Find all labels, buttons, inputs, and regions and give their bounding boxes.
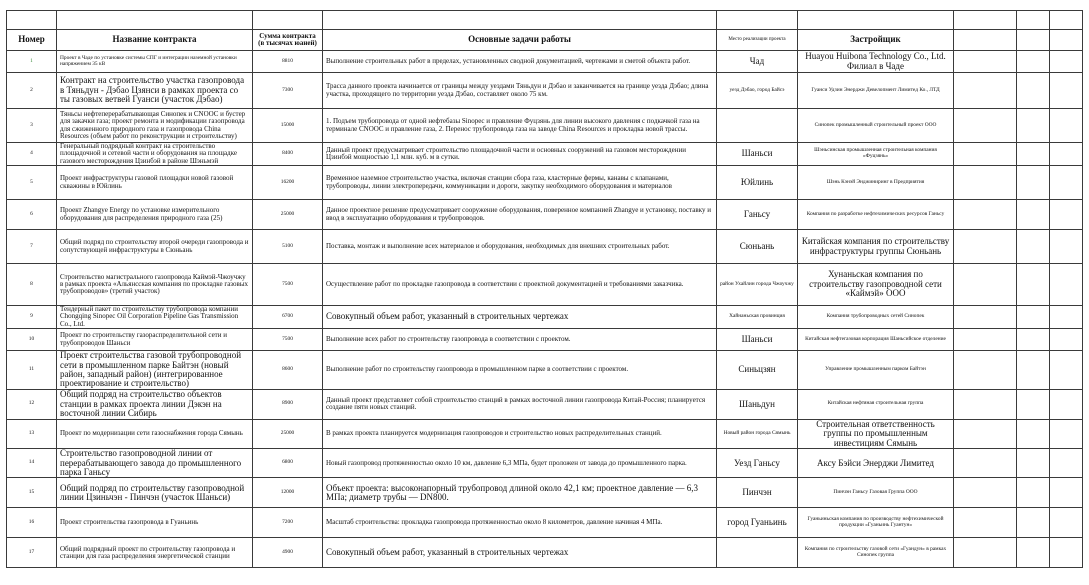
empty-cell [1017,389,1050,419]
project-location: Хайнаньская провинция [717,306,798,329]
empty-cell [1017,508,1050,538]
empty-cell [1050,200,1083,230]
empty-cell [954,329,1017,351]
empty-cell [954,306,1017,329]
empty-cell [1017,166,1050,200]
empty-cell [954,478,1017,508]
project-location: район Ухайлин города Чжоучжу [717,264,798,306]
project-location: Шаньси [717,329,798,351]
contract-amount: 6700 [253,306,323,329]
contract-name: Строительство газопроводной линии от перерабатывающего завода до промышленного парка Ганьсу [57,449,253,478]
empty-cell [1050,11,1083,30]
empty-cell [1050,306,1083,329]
empty-cell [1050,389,1083,419]
work-tasks: 1. Подъем трубопровода от одной нефтебазы Sinopec и правление Фуцзянь для линии высокого давления с подкачкой газа на терминале CNOOC и правление газа, 2. Перенос трубопровода газа на заводе China Resources и прокладка новой трассы. [323,109,717,143]
work-tasks: Данное проектное решение предусматривает сооружение оборудования, поверенное компанией Zhangye и установку, поставку и ввод в эксплуатацию оборудования и трубопроводов. [323,200,717,230]
contract-name: Строительство магистрального газопровода Каймэй-Чжоучжу в рамках проекта «Альянсская компания по прокладке газовых трубопроводов» (третий участок) [57,264,253,306]
header-tasks: Основные задачи работы [323,30,717,51]
project-location: Уезд Ганьсу [717,449,798,478]
contract-name: Общий подрядный проект по строительству газопровода и станции для газа распределения энергетической станции [57,538,253,568]
work-tasks: Выполнение строительных работ в пределах, установленных сводной документацией, чертежами и сметой объекта работ. [323,51,717,73]
empty-cell [1050,329,1083,351]
contract-name: Проект строительства газопровода в Гуаньинь [57,508,253,538]
empty-cell [954,166,1017,200]
table-body [7,51,1083,568]
contract-amount: 15000 [253,109,323,143]
table-row [7,389,1083,419]
empty-cell [1050,264,1083,306]
work-tasks: Данный проект представляет собой строительство станций в рамках восточной линии газопровода Китай-Россия; планируется создание пяти новых станций. [323,389,717,419]
empty-cell [1017,143,1050,166]
empty-cell [1050,478,1083,508]
contractor-name: Компания по разработке нефтехимических ресурсов Ганьсу [798,200,954,230]
contract-amount: 6800 [253,449,323,478]
contract-amount: 5100 [253,230,323,264]
header-amount: Сумма контракта (в тысячах юаней) [253,30,323,51]
row-number: 8 [7,264,57,306]
empty-cell [954,51,1017,73]
row-number: 17 [7,538,57,568]
row-number: 14 [7,449,57,478]
work-tasks: Совокупный объем работ, указанный в строительных чертежах [323,306,717,329]
contract-name: Тендерный пакет по строительству трубопровода компании Chongqing Sinopec Oil Corporation Pipeline Gas Transmission Co., Ltd. [57,306,253,329]
work-tasks: В рамках проекта планируется модернизация газопроводов и строительство новых распределительных станций. [323,419,717,448]
contract-name: Проект строительства газовой трубопроводной сети в промышленном парке Байтэн (новый район, западный район) (интегрированное проектирование и строительство) [57,351,253,390]
contract-name: Общий подряд на строительство объектов станции в рамках проекта линии Дэкэн на восточной линии Сибирь [57,389,253,419]
empty-cell [1050,449,1083,478]
empty-cell [954,230,1017,264]
header-location: Место реализации проекта [717,30,798,51]
empty-cell [1017,449,1050,478]
contractor-name: Китайская компания по строительству инфраструктуры группы Сюньань [798,230,954,264]
contract-amount: 4900 [253,538,323,568]
row-number: 15 [7,478,57,508]
empty-cell [1017,51,1050,73]
row-number: 2 [7,73,57,109]
contract-name: Общий подряд по строительству второй очереди газопровода и сопутствующей инфраструктуры в Сюньань [57,230,253,264]
work-tasks: Выполнение работ по строительству газопровода в промышленном парке в соответствии с проектом. [323,351,717,390]
contract-name: Контракт на строительство участка газопровода в Тяньдун - Дэбао Цзянси в рамках проекта со ты газовых ветвей Гуанси (участок Дэбао) [57,73,253,109]
header-number: Номер [7,30,57,51]
project-location: Пинчэн [717,478,798,508]
row-number: 4 [7,143,57,166]
work-tasks: Объект проекта: высоконапорный трубопровод длиной около 42,1 км; проектное давление — 6,3 МПа; диаметр трубы — DN800. [323,478,717,508]
work-tasks: Трасса данного проекта начинается от границы между уездами Тяньдун и Дэбао и заканчивается на границе уезда Дэбао; длина участка, проходящего по территории уезда Дэбао, составляет около 75 км. [323,73,717,109]
empty-cell [717,11,798,30]
empty-cell [1050,30,1083,51]
table-row [7,538,1083,568]
row-number: 1 [7,51,57,73]
work-tasks: Новый газопровод протяженностью около 10 км, давление 6,3 МПа, будет проложен от завода до промышленного парка. [323,449,717,478]
contract-amount: 8810 [253,51,323,73]
contract-name: Тяньсы нефтеперерабатывающая Синопек и CNOOC и бустер для закачки газа; проект ремонта и модификации газопровода для сжиженного природного газа и газопровода China Resources (объем работ по реконструкции и строительству) [57,109,253,143]
empty-cell [798,11,954,30]
row-number: 5 [7,166,57,200]
contract-name: Проект инфраструктуры газовой площадки новой газовой скважины в Юйлинь [57,166,253,200]
empty-cell [954,538,1017,568]
contractor-name: Гуаньиньская компания по производству нефтехимической продукции «Гуаньинь Гуантун» [798,508,954,538]
table-row [7,306,1083,329]
project-location: уезд Дэбао, город Байсэ [717,73,798,109]
table-row [7,508,1083,538]
contract-amount: 8400 [253,143,323,166]
empty-cell [954,264,1017,306]
table-row [7,478,1083,508]
row-number: 13 [7,419,57,448]
contractor-name: Китайская нефтегазовая корпорация Шаньсийское отделение [798,329,954,351]
project-location: город Гуаньинь [717,508,798,538]
contractor-name: Хунаньская компания по строительству газопроводной сети «Каймэй» ООО [798,264,954,306]
contractor-name: Компания по строительству газовой сети «Гуандун» в рамках Синопек группа [798,538,954,568]
table-row [7,200,1083,230]
empty-cell [954,73,1017,109]
empty-cell [954,419,1017,448]
header-contractor: Застройщик [798,30,954,51]
project-location: Ганьсу [717,200,798,230]
contractor-name: Huayou Huibona Technology Co., Ltd. Филиал в Чаде [798,51,954,73]
empty-cell [323,11,717,30]
work-tasks: Осуществление работ по прокладке газопровода в соответствии с проектной документацией и требованиями заказчика. [323,264,717,306]
empty-cell [1017,419,1050,448]
contract-amount: 7200 [253,508,323,538]
empty-cell [1017,264,1050,306]
empty-cell [954,30,1017,51]
empty-cell [1050,508,1083,538]
row-number: 9 [7,306,57,329]
row-number: 6 [7,200,57,230]
empty-cell [1050,51,1083,73]
project-location: Шаньси [717,143,798,166]
table-row [7,419,1083,448]
contract-name: Общий подряд по строительству газопроводной линии Цзиньчэн - Пинчэн (участок Шаньси) [57,478,253,508]
row-number: 16 [7,508,57,538]
table-row [7,73,1083,109]
project-location: Сюньань [717,230,798,264]
contract-amount: 12000 [253,478,323,508]
row-number: 12 [7,389,57,419]
work-tasks: Временное наземное строительство участка, включая станции сбора газа, кластерные фермы, канавы с клапанами, трубопроводы, линии электропередачи, коммуникации и дороги, закупку необходимого оборудования и материалов [323,166,717,200]
empty-cell [57,11,253,30]
contractor-name: Шэнь Кэнэй Энджиниринг в Предприятия [798,166,954,200]
work-tasks: Совокупный объем работ, указанный в строительных чертежах [323,538,717,568]
empty-cell [1050,143,1083,166]
empty-cell [954,109,1017,143]
empty-cell [1050,538,1083,568]
table-row [7,51,1083,73]
project-location: Синьцзян [717,351,798,390]
empty-cell [1050,419,1083,448]
table-row [7,143,1083,166]
empty-cell [1050,73,1083,109]
empty-cell [954,11,1017,30]
empty-cell [954,200,1017,230]
row-number: 11 [7,351,57,390]
empty-cell [1017,230,1050,264]
empty-cell [7,11,57,30]
empty-cell [1050,109,1083,143]
empty-cell [1050,166,1083,200]
contractor-name: Аксу Бэйси Энерджи Лимитед [798,449,954,478]
work-tasks: Поставка, монтаж и выполнение всех материалов и оборудования, необходимых для внешних строительных работ. [323,230,717,264]
work-tasks: Выполнение всех работ по строительству газопровода в соответствии с проектом. [323,329,717,351]
empty-cell [1050,230,1083,264]
project-location: Юйлинь [717,166,798,200]
contract-amount: 16200 [253,166,323,200]
header-contract-name: Название контракта [57,30,253,51]
work-tasks: Масштаб строительства: прокладка газопровода протяженностью около 8 километров, давление начиная 4 МПа. [323,508,717,538]
empty-cell [1017,11,1050,30]
empty-cell [954,389,1017,419]
table-row [7,351,1083,390]
contractor-name: Шэньсинская промышленная строительная компания «Фуцзянь» [798,143,954,166]
contract-amount: 7300 [253,73,323,109]
table-row [7,449,1083,478]
contract-amount: 25000 [253,419,323,448]
contract-amount: 8900 [253,389,323,419]
table-row [7,329,1083,351]
contract-amount: 7500 [253,329,323,351]
empty-cell [1017,478,1050,508]
project-location [717,109,798,143]
contract-name: Генеральный подрядный контракт на строительство площадочной и сетевой части и оборудования на площадке газового месторождения Цзинбэй в районе Шэньмэй [57,143,253,166]
project-location: Новый район города Сямынь [717,419,798,448]
contracts-table [6,10,1083,568]
project-location [717,538,798,568]
empty-cell [1017,538,1050,568]
empty-row [7,11,1083,30]
empty-cell [954,143,1017,166]
contract-amount: 8600 [253,351,323,390]
empty-cell [253,11,323,30]
contract-name: Проект Zhangye Energy по установке измерительного оборудования для распределения природного газа (25) [57,200,253,230]
row-number: 10 [7,329,57,351]
header-row [7,30,1083,51]
empty-cell [1017,351,1050,390]
table-row [7,264,1083,306]
contractor-name: Управление промышленным парком Байтэн [798,351,954,390]
contract-name: Проект по строительству газораспределительной сети и трубопроводов Шаньси [57,329,253,351]
empty-cell [954,449,1017,478]
empty-cell [1050,351,1083,390]
empty-cell [1017,73,1050,109]
table-row [7,166,1083,200]
empty-cell [1017,30,1050,51]
row-number: 3 [7,109,57,143]
table-row [7,230,1083,264]
contract-name: Проект по модернизации сети газоснабжения города Сямынь [57,419,253,448]
empty-cell [954,351,1017,390]
table-row [7,109,1083,143]
project-location: Чад [717,51,798,73]
empty-cell [1017,329,1050,351]
row-number: 7 [7,230,57,264]
project-location: Шаньдун [717,389,798,419]
contract-amount: 25000 [253,200,323,230]
contractor-name: Строительная ответственность группы по промышленным инвестициям Сямынь [798,419,954,448]
contractor-name: Гуанси Удзин Энерджи Девелопмент Лимитед Ко., ЛТД [798,73,954,109]
empty-cell [1017,109,1050,143]
empty-cell [1017,306,1050,329]
contractor-name: Синопек промышленный строительный проект ООО [798,109,954,143]
contract-name: Проект в Чаде по установке системы СПГ и интеграции наземной установки напряжением 35 кВ [57,51,253,73]
contractor-name: Пинчэн Ганьсу Газовая Группа ООО [798,478,954,508]
empty-cell [954,508,1017,538]
contracts-sheet [6,10,1082,568]
contract-amount: 7500 [253,264,323,306]
contractor-name: Компания трубопроводных сетей Синопек [798,306,954,329]
empty-cell [1017,200,1050,230]
work-tasks: Данный проект предусматривает строительство площадочной части и основных сооружений на газовом месторождении Цзинбэй мощностью 1,1 млн. куб. м в сутки. [323,143,717,166]
contractor-name: Китайская нефтяная строительная группа [798,389,954,419]
